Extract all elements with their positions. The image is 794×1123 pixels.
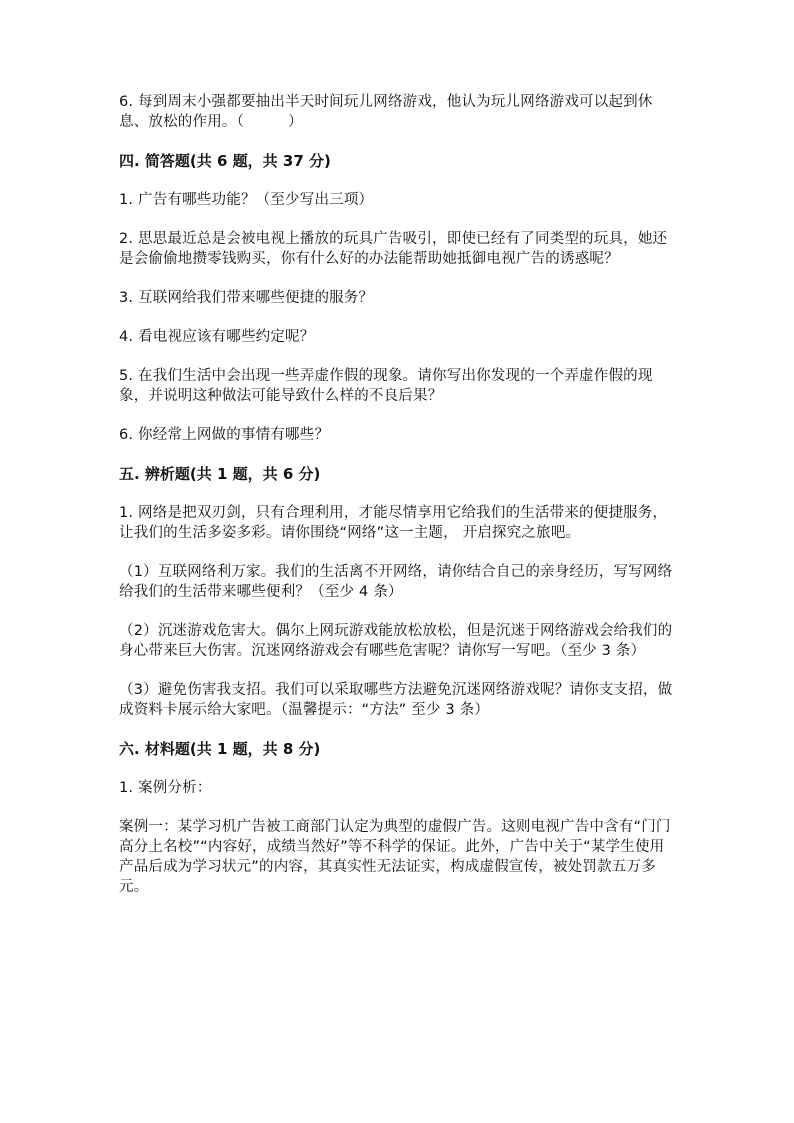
analysis-subquestion-1: （1）互联网络利万家。我们的生活离不开网络，请你结合自己的亲身经历，写写网络给我们的生活带来哪些便利？（至少 4 条） xyxy=(119,564,673,600)
material-question-1: 1. 案例分析： xyxy=(119,780,212,796)
short-answer-4: 4. 看电视应该有哪些约定呢？ xyxy=(119,329,315,345)
document-page xyxy=(119,92,675,916)
short-answer-1: 1. 广告有哪些功能？（至少写出三项） xyxy=(119,192,374,208)
section-5-heading: 五. 辨析题(共 1 题，共 6 分) xyxy=(119,465,321,483)
case-study-1: 案例一：某学习机广告被工商部门认定为典型的虚假广告。这则电视广告中含有“门门高分上名校”“内容好，成绩当然好”等不科学的保证。此外，广告中关于“某学生使用产品后成为学习状元”的内容，其真实性无法证实，构成虚假宣传，被处罚款五万多元。 xyxy=(119,819,671,895)
analysis-subquestion-3: （3）避免伤害我支招。我们可以采取哪些方法避免沉迷网络游戏呢？请你支支招，做成资料卡展示给大家吧。（温馨提示：“方法” 至少 3 条） xyxy=(119,682,673,718)
section-6-heading: 六. 材料题(共 1 题，共 8 分) xyxy=(119,740,321,758)
short-answer-5: 5. 在我们生活中会出现一些弄虚作假的现象。请你写出你发现的一个弄虚作假的现象，并说明这种做法可能导致什么样的不良后果？ xyxy=(119,368,653,404)
short-answer-6: 6. 你经常上网做的事情有哪些？ xyxy=(119,427,330,443)
section-4-heading: 四. 简答题(共 6 题，共 37 分) xyxy=(119,152,331,170)
short-answer-2: 2. 思思最近总是会被电视上播放的玩具广告吸引，即使已经有了同类型的玩具，她还是会偷偷地攒零钱购买，你有什么好的办法能帮助她抵御电视广告的诱惑呢？ xyxy=(119,231,668,267)
short-answer-3: 3. 互联网给我们带来哪些便捷的服务？ xyxy=(119,290,374,306)
analysis-subquestion-2: （2）沉迷游戏危害大。偶尔上网玩游戏能放松放松，但是沉迷于网络游戏会给我们的身心带来巨大伤害。沉迷网络游戏会有哪些危害呢？请你写一写吧。（至少 3 条） xyxy=(119,623,673,659)
analysis-question-1: 1. 网络是把双刃剑，只有合理利用，才能尽情享用它给我们的生活带来的便捷服务，让我们的生活多姿多彩。请你围绕“网络”这一主题， 开启探究之旅吧。 xyxy=(119,505,668,541)
question-6-true-false: 6. 每到周末小强都要抽出半天时间玩儿网络游戏，他认为玩儿网络游戏可以起到休息、放松的作用。（ ） xyxy=(119,94,653,130)
